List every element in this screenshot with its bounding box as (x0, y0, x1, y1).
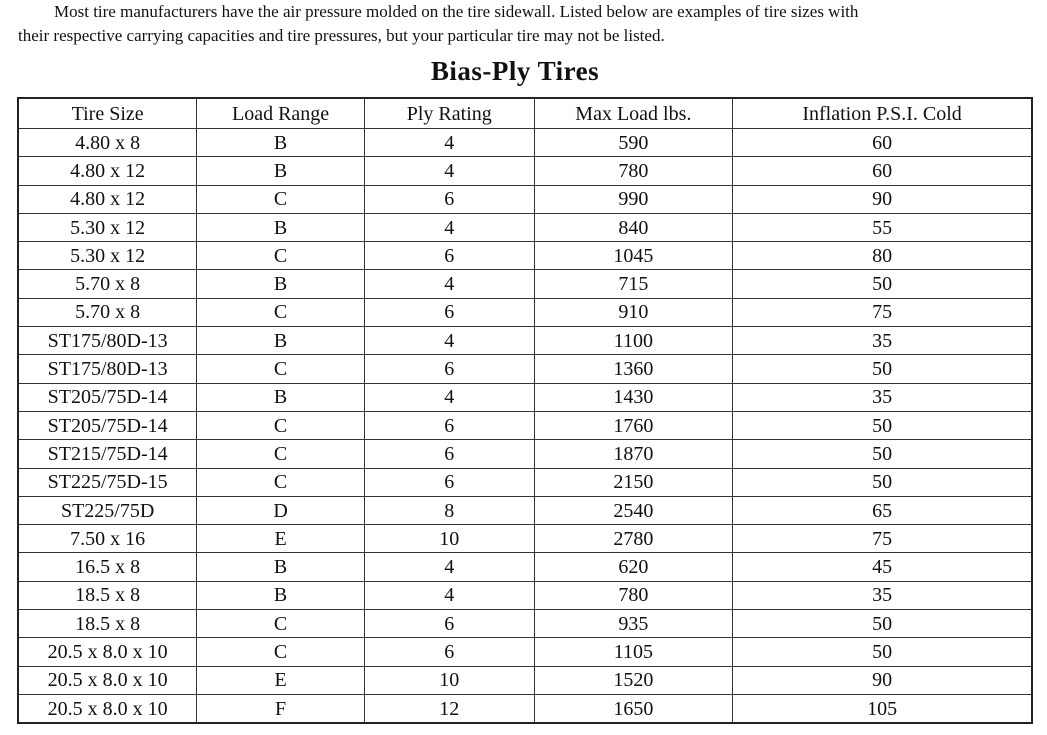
table-cell: 2150 (534, 468, 733, 496)
header-row (18, 98, 1032, 129)
table-cell: 50 (733, 468, 1032, 496)
table-row (18, 411, 1032, 439)
table-cell: 2540 (534, 496, 733, 524)
table-cell: 20.5 x 8.0 x 10 (18, 694, 197, 723)
table-cell: 4 (364, 327, 534, 355)
table-row (18, 242, 1032, 270)
table-cell: 75 (733, 525, 1032, 553)
column-header: Inflation P.S.I. Cold (733, 98, 1032, 129)
table-cell: 105 (733, 694, 1032, 723)
table-cell: 35 (733, 581, 1032, 609)
table-row (18, 525, 1032, 553)
table-cell: C (197, 185, 365, 213)
table-cell: 90 (733, 666, 1032, 694)
table-cell: 35 (733, 327, 1032, 355)
table-row (18, 298, 1032, 326)
table-cell: 6 (364, 185, 534, 213)
table-row (18, 213, 1032, 241)
table-cell: 6 (364, 440, 534, 468)
table-row (18, 610, 1032, 638)
table-cell: 7.50 x 16 (18, 525, 197, 553)
table-row (18, 327, 1032, 355)
table-cell: 50 (733, 270, 1032, 298)
table-cell: 50 (733, 638, 1032, 666)
table-cell: C (197, 242, 365, 270)
table-row (18, 581, 1032, 609)
table-cell: E (197, 525, 365, 553)
table-cell: C (197, 638, 365, 666)
table-cell: C (197, 440, 365, 468)
table-cell: 18.5 x 8 (18, 581, 197, 609)
table-cell: 4 (364, 213, 534, 241)
table-cell: 780 (534, 157, 733, 185)
table-cell: B (197, 327, 365, 355)
tire-table (17, 97, 1033, 724)
table-cell: B (197, 157, 365, 185)
table-cell: 840 (534, 213, 733, 241)
table-cell: B (197, 553, 365, 581)
table-cell: 20.5 x 8.0 x 10 (18, 638, 197, 666)
table-cell: E (197, 666, 365, 694)
table-cell: F (197, 694, 365, 723)
table-row (18, 129, 1032, 157)
table-cell: 1105 (534, 638, 733, 666)
table-cell: ST225/75D (18, 496, 197, 524)
table-cell: C (197, 298, 365, 326)
table-row (18, 440, 1032, 468)
table-cell: 4 (364, 157, 534, 185)
table-cell: 90 (733, 185, 1032, 213)
table-cell: ST215/75D-14 (18, 440, 197, 468)
table-cell: 4.80 x 12 (18, 185, 197, 213)
table-cell: 1870 (534, 440, 733, 468)
table-cell: B (197, 129, 365, 157)
table-cell: 6 (364, 411, 534, 439)
table-cell: C (197, 355, 365, 383)
table-cell: 6 (364, 610, 534, 638)
table-cell: 16.5 x 8 (18, 553, 197, 581)
table-cell: 780 (534, 581, 733, 609)
table-cell: 55 (733, 213, 1032, 241)
table-cell: B (197, 581, 365, 609)
table-cell: 1360 (534, 355, 733, 383)
table-cell: 590 (534, 129, 733, 157)
table-cell: 45 (733, 553, 1032, 581)
table-cell: 5.30 x 12 (18, 242, 197, 270)
table-cell: 1760 (534, 411, 733, 439)
table-row (18, 355, 1032, 383)
table-row (18, 185, 1032, 213)
table-cell: 910 (534, 298, 733, 326)
column-header: Ply Rating (364, 98, 534, 129)
table-cell: 12 (364, 694, 534, 723)
table-cell: 4 (364, 553, 534, 581)
table-cell: 5.70 x 8 (18, 298, 197, 326)
intro-line-1: Most tire manufacturers have the air pressure molded on the tire sidewall. Listed below are examples of tire sizes with (54, 2, 859, 21)
intro-paragraph (18, 0, 1038, 48)
column-header: Max Load lbs. (534, 98, 733, 129)
table-cell: 1650 (534, 694, 733, 723)
table-row (18, 468, 1032, 496)
intro-line-2: their respective carrying capacities and tire pressures, but your particular tire may not be listed. (18, 26, 665, 45)
table-cell: 4.80 x 8 (18, 129, 197, 157)
table-cell: C (197, 468, 365, 496)
table-cell: 60 (733, 157, 1032, 185)
table-cell: 6 (364, 468, 534, 496)
table-cell: D (197, 496, 365, 524)
table-cell: 10 (364, 525, 534, 553)
table-cell: 60 (733, 129, 1032, 157)
table-row (18, 270, 1032, 298)
table-cell: 1520 (534, 666, 733, 694)
table-cell: 80 (733, 242, 1032, 270)
table-cell: 990 (534, 185, 733, 213)
table-cell: 10 (364, 666, 534, 694)
table-cell: 50 (733, 610, 1032, 638)
table-cell: C (197, 411, 365, 439)
table-cell: B (197, 270, 365, 298)
table-cell: 1100 (534, 327, 733, 355)
table-cell: 65 (733, 496, 1032, 524)
table-cell: 18.5 x 8 (18, 610, 197, 638)
table-cell: 6 (364, 298, 534, 326)
table-cell: 4 (364, 270, 534, 298)
table-cell: 5.70 x 8 (18, 270, 197, 298)
table-cell: 4 (364, 129, 534, 157)
table-row (18, 694, 1032, 723)
table-cell: 20.5 x 8.0 x 10 (18, 666, 197, 694)
table-row (18, 496, 1032, 524)
table-cell: 4 (364, 581, 534, 609)
table-cell: 8 (364, 496, 534, 524)
table-cell: 50 (733, 355, 1032, 383)
table-cell: 935 (534, 610, 733, 638)
table-cell: B (197, 213, 365, 241)
column-header: Load Range (197, 98, 365, 129)
table-cell: 4 (364, 383, 534, 411)
table-cell: 35 (733, 383, 1032, 411)
table-row (18, 553, 1032, 581)
table-row (18, 638, 1032, 666)
table-cell: 2780 (534, 525, 733, 553)
table-cell: 6 (364, 242, 534, 270)
table-cell: 4.80 x 12 (18, 157, 197, 185)
table-cell: ST175/80D-13 (18, 355, 197, 383)
table-cell: 6 (364, 638, 534, 666)
table-title: Bias-Ply Tires (430, 56, 600, 86)
table-cell: 5.30 x 12 (18, 213, 197, 241)
table-row (18, 666, 1032, 694)
table-cell: B (197, 383, 365, 411)
table-cell: 6 (364, 355, 534, 383)
table-cell: ST225/75D-15 (18, 468, 197, 496)
table-cell: 50 (733, 411, 1032, 439)
table-cell: 620 (534, 553, 733, 581)
table-row (18, 383, 1032, 411)
table-cell: 1045 (534, 242, 733, 270)
column-header: Tire Size (18, 98, 197, 129)
table-row (18, 157, 1032, 185)
table-cell: ST205/75D-14 (18, 411, 197, 439)
table-cell: 50 (733, 440, 1032, 468)
table-cell: 1430 (534, 383, 733, 411)
table-cell: C (197, 610, 365, 638)
table-cell: 715 (534, 270, 733, 298)
table-cell: ST205/75D-14 (18, 383, 197, 411)
table-cell: 75 (733, 298, 1032, 326)
table-cell: ST175/80D-13 (18, 327, 197, 355)
